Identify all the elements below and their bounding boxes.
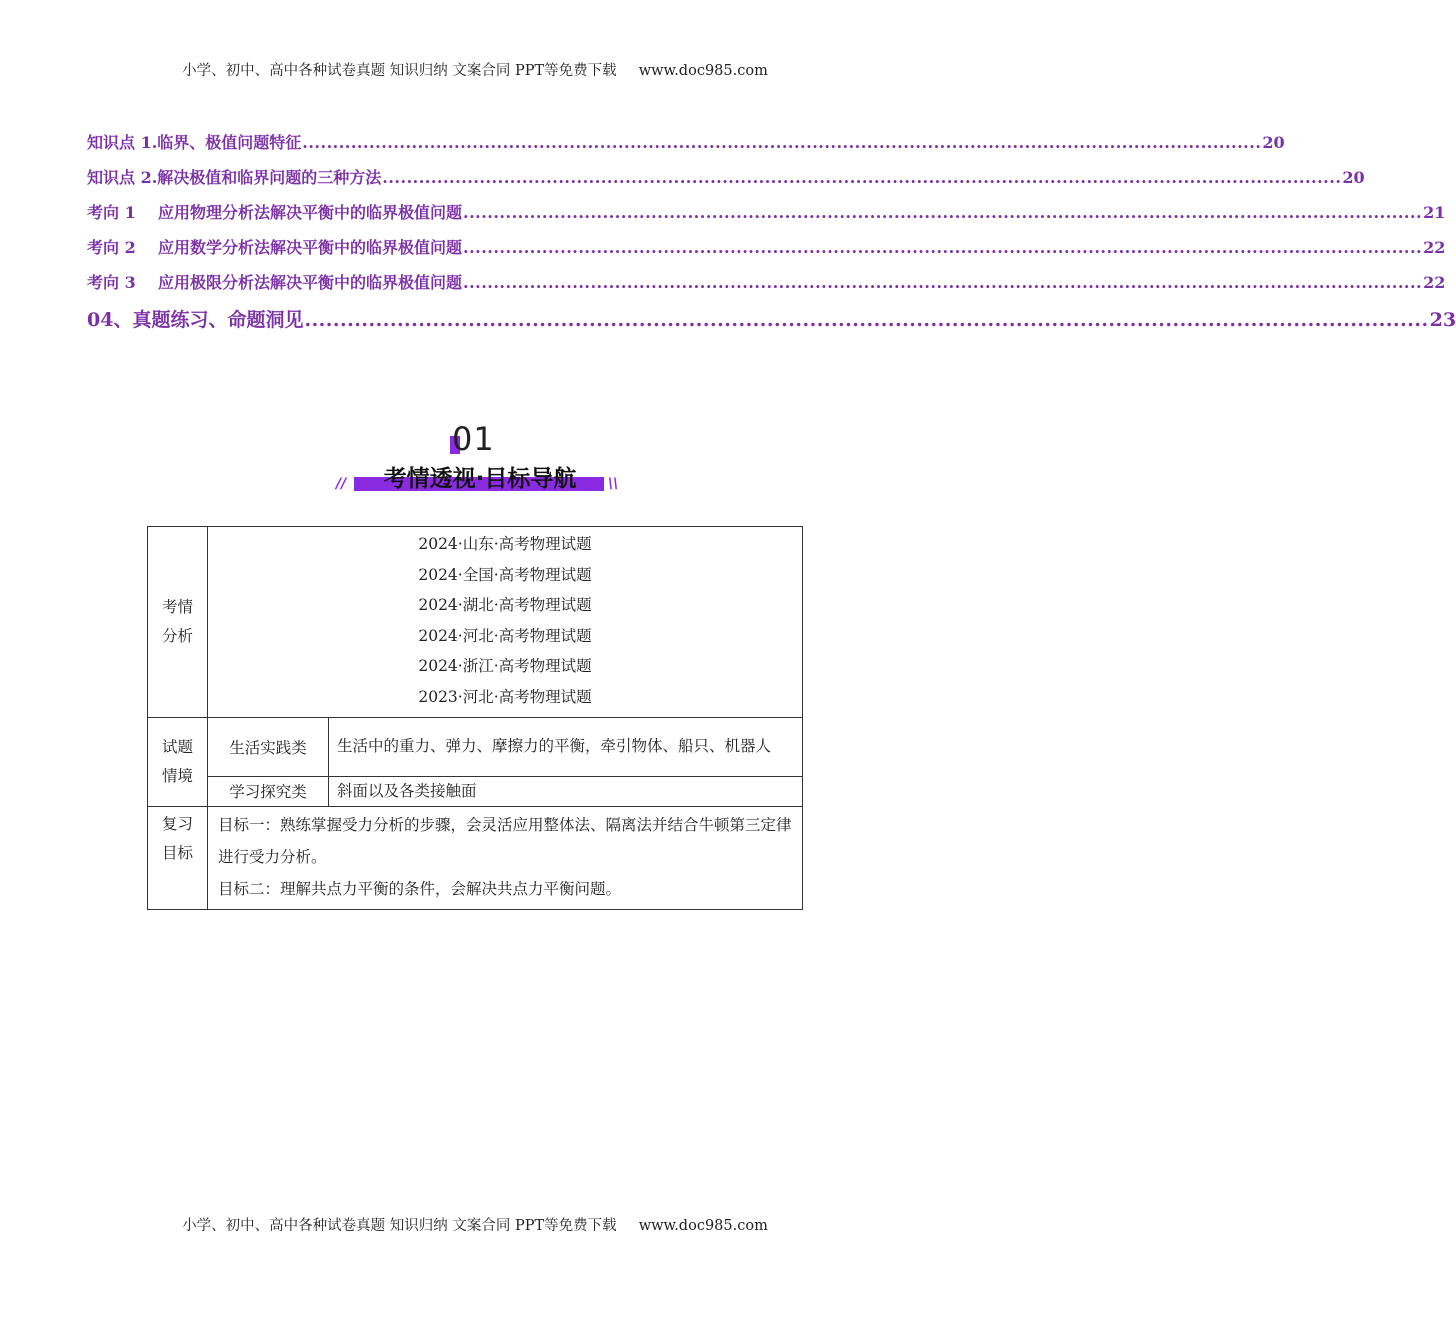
toc-entry-major[interactable] bbox=[87, 308, 1456, 343]
exam-list bbox=[208, 527, 803, 718]
right-slash-mark: \\ bbox=[608, 476, 619, 492]
header-site-link[interactable]: www.doc985.com bbox=[638, 63, 768, 79]
exam-item: 2023·河北·高考物理试题 bbox=[418, 687, 592, 706]
toc-leader-dots: .............................................................................................................................................................. bbox=[463, 238, 1423, 257]
header-text: 小学、初中、高中各种试卷真题 知识归纳 文案合同 PPT等免费下载 bbox=[182, 63, 617, 79]
toc-leader-dots: .............................................................................................................................................................. bbox=[382, 168, 1342, 187]
left-slash-mark: // bbox=[336, 476, 347, 492]
toc-entry-label: 考向 1 应用物理分析法解决平衡中的临界极值问题 bbox=[87, 203, 462, 222]
footer-text: 小学、初中、高中各种试卷真题 知识归纳 文案合同 PPT等免费下载 bbox=[182, 1218, 617, 1234]
review-label: 复习 目标 bbox=[148, 806, 208, 909]
exam-item: 2024·湖北·高考物理试题 bbox=[418, 596, 592, 615]
analysis-label: 考情 分析 bbox=[148, 527, 208, 718]
toc-leader-dots: .............................................................................................................................................................. bbox=[304, 309, 1429, 331]
context-type-label: 生活实践类 bbox=[208, 717, 329, 776]
review-row bbox=[148, 806, 803, 909]
toc-entry[interactable] bbox=[87, 201, 1446, 236]
context-label: 试题 情境 bbox=[148, 717, 208, 806]
context-type-text: 生活中的重力、弹力、摩擦力的平衡，牵引物体、船只、机器人 bbox=[329, 717, 803, 776]
toc-leader-dots: .............................................................................................................................................................. bbox=[463, 203, 1423, 222]
toc-entry-label: 知识点 1.临界、极值问题特征 bbox=[87, 133, 302, 152]
toc-entry-page: 20 bbox=[1262, 133, 1285, 152]
toc-leader-dots: .............................................................................................................................................................. bbox=[302, 133, 1262, 152]
context-row bbox=[148, 776, 803, 806]
toc-entry-page: 23 bbox=[1429, 309, 1456, 331]
toc-entry[interactable] bbox=[87, 271, 1446, 306]
context-row bbox=[148, 717, 803, 776]
toc-entry[interactable] bbox=[87, 166, 1365, 201]
section-title: 考情透视·目标导航 bbox=[383, 466, 577, 492]
toc-entry-label: 考向 3 应用极限分析法解决平衡中的临界极值问题 bbox=[87, 273, 462, 292]
exam-item: 2024·全国·高考物理试题 bbox=[418, 565, 592, 584]
context-type-label: 学习探究类 bbox=[208, 776, 329, 806]
section-number: 01 bbox=[452, 420, 495, 458]
exam-info-table bbox=[147, 526, 803, 910]
goal-two: 目标二：理解共点力平衡的条件，会解决共点力平衡问题。 bbox=[218, 879, 622, 898]
toc-entry-page: 22 bbox=[1423, 238, 1446, 257]
toc-entry-label: 知识点 2.解决极值和临界问题的三种方法 bbox=[87, 168, 382, 187]
review-goals bbox=[208, 806, 803, 909]
page-footer bbox=[0, 1214, 950, 1235]
toc-entry-label: 04、真题练习、命题洞见 bbox=[87, 309, 304, 331]
goal-one: 目标一：熟练掌握受力分析的步骤，会灵活应用整体法、隔离法并结合牛顿第三定律进行受力分析。 bbox=[218, 815, 792, 866]
toc-leader-dots: .............................................................................................................................................................. bbox=[463, 273, 1423, 292]
section-heading bbox=[330, 420, 630, 500]
toc-entry[interactable] bbox=[87, 236, 1446, 271]
analysis-row bbox=[148, 527, 803, 718]
toc-entry[interactable] bbox=[87, 131, 1285, 166]
exam-item: 2024·山东·高考物理试题 bbox=[418, 535, 592, 553]
toc-entry-page: 20 bbox=[1342, 168, 1365, 187]
context-type-text: 斜面以及各类接触面 bbox=[329, 776, 803, 806]
exam-item: 2024·浙江·高考物理试题 bbox=[418, 657, 592, 676]
toc-entry-page: 21 bbox=[1423, 203, 1446, 222]
footer-site-link[interactable]: www.doc985.com bbox=[638, 1218, 768, 1234]
page-header bbox=[0, 59, 950, 80]
table-of-contents bbox=[87, 131, 1456, 343]
exam-item: 2024·河北·高考物理试题 bbox=[418, 626, 592, 645]
toc-entry-page: 22 bbox=[1423, 273, 1446, 292]
toc-entry-label: 考向 2 应用数学分析法解决平衡中的临界极值问题 bbox=[87, 238, 462, 257]
